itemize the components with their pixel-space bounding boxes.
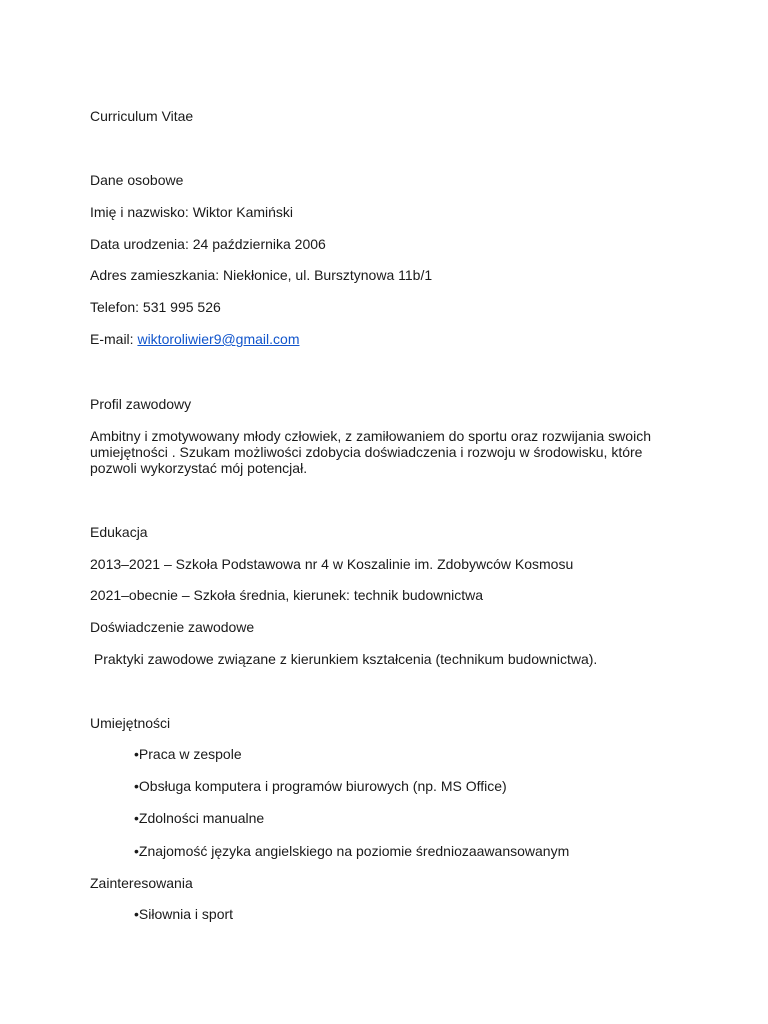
education-item: 2013–2021 – Szkoła Podstawowa nr 4 w Koszalinie im. Zdobywców Kosmosu: [90, 556, 574, 572]
document-title: Curriculum Vitae: [90, 108, 194, 124]
personal-address: Adres zamieszkania: Niekłonice, ul. Bursztynowa 11b/1: [90, 267, 433, 283]
skills-item: •Znajomość języka angielskiego na poziomie średniozaawansowanym: [134, 843, 570, 859]
profile-heading: Profil zawodowy: [90, 396, 192, 412]
skills-item: •Praca w zespole: [134, 746, 242, 762]
interests-item: •Siłownia i sport: [134, 906, 234, 922]
skills-item: •Zdolności manualne: [134, 810, 265, 826]
profile-text: Ambitny i zmotywowany młody człowiek, z zamiłowaniem do sportu oraz rozwijania swoich umiejętności . Szukam możliwości zdobycia doświadczenia i rozwoju w środowisku, które pozwoli wykorzystać mój potencjał.: [90, 428, 651, 476]
skills-heading: Umiejętności: [90, 715, 171, 731]
email-label: E-mail:: [90, 331, 138, 347]
personal-heading: Dane osobowe: [90, 172, 184, 188]
personal-name: Imię i nazwisko: Wiktor Kamiński: [90, 204, 294, 220]
experience-heading: Doświadczenie zawodowe: [90, 619, 255, 635]
email-link[interactable]: wiktoroliwier9@gmail.com: [137, 331, 300, 347]
personal-email-row: [90, 331, 299, 347]
personal-birth-date: Data urodzenia: 24 października 2006: [90, 236, 326, 252]
skills-item: •Obsługa komputera i programów biurowych (np. MS Office): [134, 778, 507, 794]
interests-heading: Zainteresowania: [90, 875, 193, 891]
education-item: 2021–obecnie – Szkoła średnia, kierunek: technik budownictwa: [90, 587, 484, 603]
education-heading: Edukacja: [90, 524, 148, 540]
personal-phone: Telefon: 531 995 526: [90, 299, 221, 315]
experience-text: Praktyki zawodowe związane z kierunkiem kształcenia (technikum budownictwa).: [90, 651, 598, 667]
